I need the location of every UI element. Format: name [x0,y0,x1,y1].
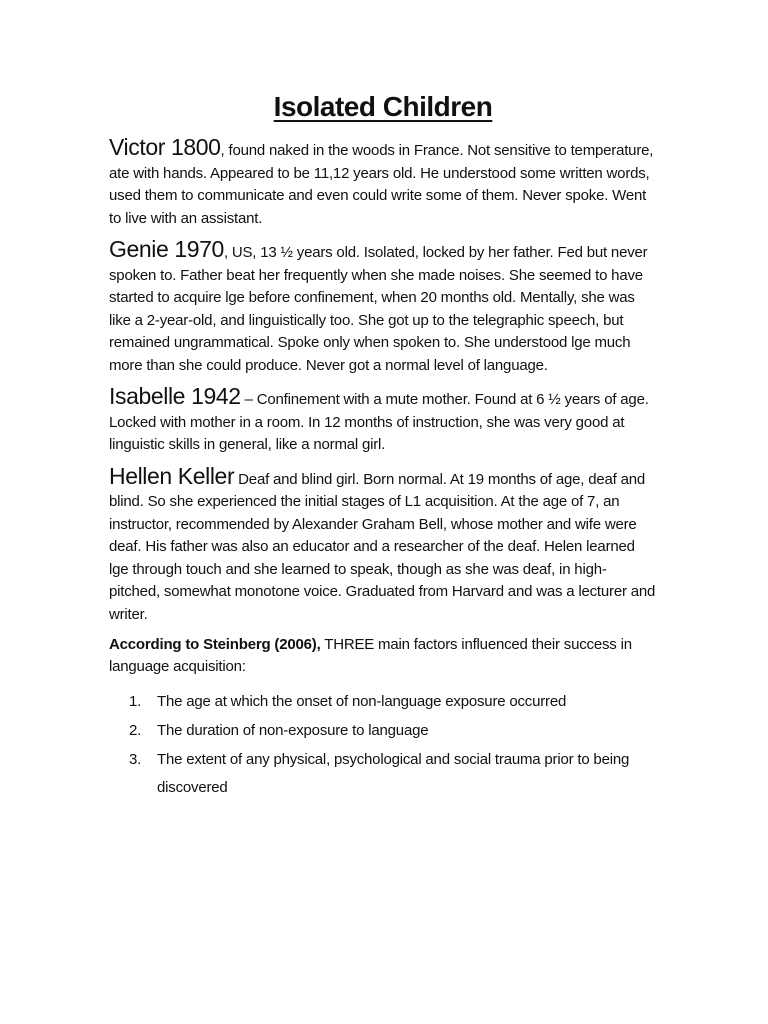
document-title: Isolated Children [273,91,493,122]
case-hellen-keller [109,462,657,627]
list-item [109,717,657,745]
case-name: Genie 1970 [109,236,224,262]
case-victor [109,136,657,230]
list-item-number: 3. [129,751,142,768]
case-text: – Confinement with a mute mother. Found at 6 ½ years of age. Locked with mother in a room. In 12 months of instruction, she was very good at linguistic skills in general, like a normal girl. [109,391,649,453]
case-name: Isabelle 1942 [109,383,241,409]
list-item [109,746,657,802]
factors-intro-text: THREE main factors influenced their success in language acquisition: [109,636,632,675]
case-isabelle [109,385,657,457]
case-text: Deaf and blind girl. Born normal. At 19 months of age, deaf and blind. So she experienced the initial stages of L1 acquisition. At the age of 7, an instructor, recommended by Alexander Graham Bell, whose mother and wife were deaf. His father was also an educator and a researcher of the deaf. Helen learned lge through touch and she learned to speak, though as she was deaf, in high-pitched, somewhat monotone voice. Graduated from Harvard and was a lecturer and writer. [109,470,656,623]
list-item-text: The extent of any physical, psychological and social trauma prior to being discovered [157,751,630,796]
list-item-text: The age at which the onset of non-language exposure occurred [157,693,567,710]
case-text: , US, 13 ½ years old. Isolated, locked by her father. Fed but never spoken to. Father beat her frequently when she made noises. She seemed to have started to acquire lge before confinement, when 20 months old. Mentally, she was like a 2-year-old, and linguistically too. She got up to the telegraphic speech, but remained ungrammatical. Spoke only when spoken to. She understood lge much more than she could produce. Never got a normal level of language. [109,244,648,374]
case-name: Hellen Keller [109,462,235,489]
factors-list [109,688,657,802]
list-item-number: 2. [129,722,142,739]
list-item [109,688,657,716]
case-text: , found naked in the woods in France. Not sensitive to temperature, ate with hands. Appeared to be 11,12 years old. He understood some written words, used them to communicate and even could write some of them. Never spoke. Went to live with an assistant. [109,142,654,227]
case-genie [109,238,657,377]
case-name: Victor 1800 [109,134,221,160]
factors-intro [109,634,657,678]
document-page [109,88,657,803]
list-item-number: 1. [129,693,142,710]
citation-lead: According to Steinberg (2006), [109,636,321,653]
list-item-text: The duration of non-exposure to language [157,722,429,739]
